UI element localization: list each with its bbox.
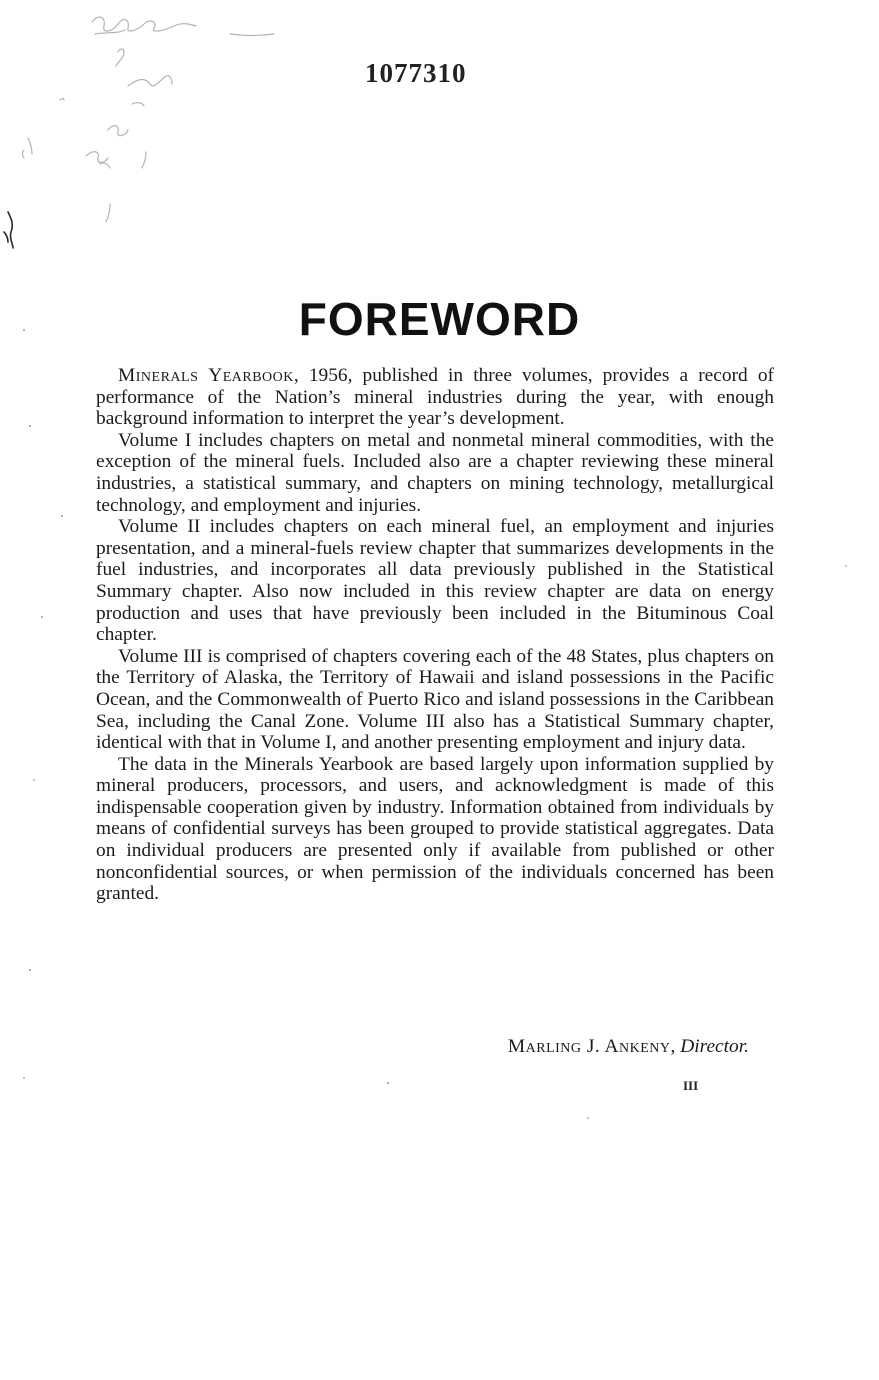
- signatory-role: Director.: [680, 1036, 749, 1057]
- accession-number: 1077310: [365, 58, 467, 88]
- paragraph-volume-3: Volume III is comprised of chapters covering each of the 48 States, plus chapters on the Territory of Alaska, the Territory of Hawaii and island possessions in the Pacific Ocean, and the Commonwealth of Puerto Rico and island possessions in the Caribbean Sea, including the Canal Zone. Volume III also has a Statistical Summary chapter, identical with that in Volume I, and another presenting employment and injury data.: [96, 645, 774, 754]
- paragraph-intro-text: , 1956, published in three volumes, provides a record of performance of the Nation’s mineral industries during the year, with enough background information to interpret the year’s development.: [96, 365, 774, 430]
- publication-name: Minerals Yearbook: [118, 365, 294, 386]
- paragraph-volume-2: Volume II includes chapters on each mineral fuel, an employment and injuries presentation, and a mineral-fuels review chapter that summarizes developments in the fuel industries, and incorporates all data previously published in the Statistical Summary chapter. Also now included in this review chapter are data on energy production and uses that have previously been included in the Bituminous Coal chapter.: [96, 516, 774, 646]
- handwritten-pencil-annotation: [0, 0, 330, 270]
- paragraph-intro: [96, 365, 774, 430]
- page-number: iii: [683, 1074, 699, 1094]
- paragraph-volume-1: Volume I includes chapters on metal and nonmetal mineral commodities, with the exception of the mineral fuels. Included also are a chapter reviewing these mineral industries, a statistical summary, and chapters on mining technology, metallurgical technology, and employment and injuries.: [96, 429, 774, 516]
- signatory-name: Marling J. Ankeny: [507, 1036, 671, 1057]
- page-title: FOREWORD: [298, 293, 581, 345]
- signature-line: [0, 1036, 749, 1058]
- foreword-body: [96, 365, 774, 905]
- paragraph-data-sources: The data in the Minerals Yearbook are based largely upon information supplied by mineral producers, processors, and users, and acknowledgment is made of this indispensable cooperation given by industry. Information obtained from individuals by means of confidential surveys has been grouped to provide statistical aggregates. Data on individual producers are presented only if available from published or other nonconfidential sources, or when permission of the individuals concerned has been granted.: [96, 753, 774, 905]
- signature-separator: ,: [670, 1036, 681, 1057]
